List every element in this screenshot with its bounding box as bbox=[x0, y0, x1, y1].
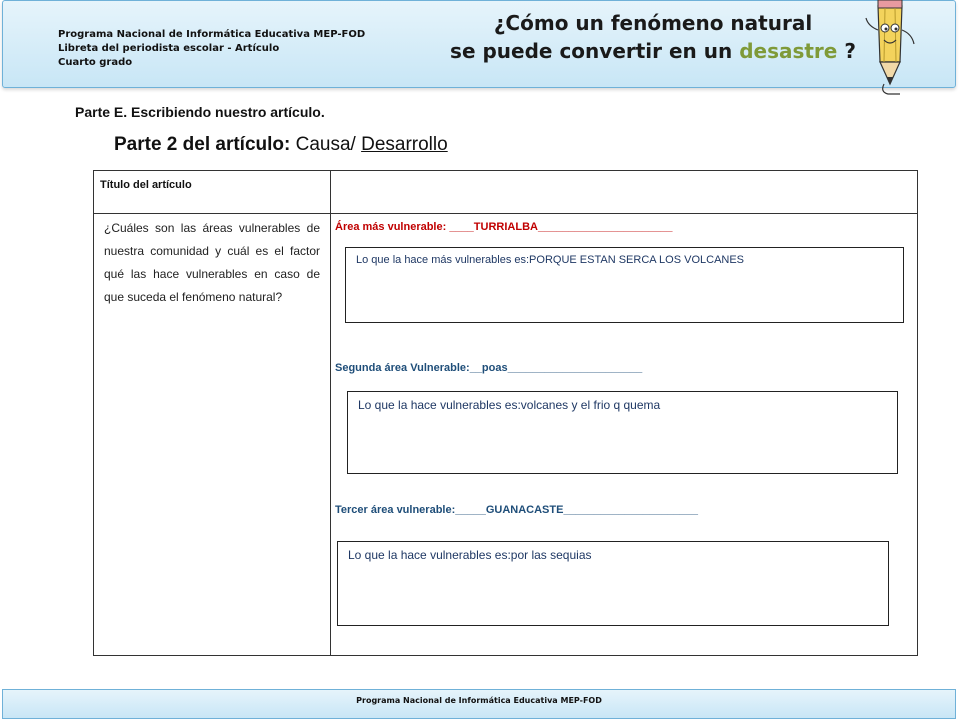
row-divider bbox=[94, 213, 917, 214]
area-1-answer[interactable]: Lo que la hace más vulnerables es:PORQUE ESTAN SERCA LOS VOLCANES bbox=[345, 247, 904, 323]
article-table bbox=[93, 170, 918, 656]
area-2-answer[interactable]: Lo que la hace vulnerables es:volcanes y el frio q quema bbox=[347, 391, 898, 474]
program-info bbox=[58, 28, 365, 70]
section-heading: Parte E. Escribiendo nuestro artículo. bbox=[75, 104, 325, 120]
grade-level: Cuarto grado bbox=[58, 57, 133, 68]
subsection-label: Parte 2 del artículo: bbox=[114, 134, 291, 155]
title-accent-word: desastre bbox=[739, 39, 838, 63]
area-3-answer[interactable]: Lo que la hace vulnerables es:por las sequias bbox=[337, 541, 889, 626]
footer-band bbox=[2, 689, 956, 719]
subsection-cause: Causa/ bbox=[290, 134, 362, 155]
title-line-2-suffix: ? bbox=[837, 39, 856, 63]
notebook-name: Libreta del periodista escolar - Artículo bbox=[58, 43, 280, 54]
title-line-1: ¿Cómo un fenómeno natural bbox=[493, 11, 813, 35]
area-2-label: Segunda área Vulnerable:__poas______________________ bbox=[335, 362, 643, 374]
subsection-development: Desarrollo bbox=[361, 134, 448, 155]
footer-text: Programa Nacional de Informática Educativa MEP-FOD bbox=[356, 696, 602, 705]
title-line-2-prefix: se puede convertir en un bbox=[450, 39, 740, 63]
pencil-mascot-icon bbox=[860, 0, 920, 96]
area-1-label: Área más vulnerable: ____TURRIALBA______________________ bbox=[335, 221, 673, 233]
page-title bbox=[443, 9, 863, 65]
title-label: Título del artículo bbox=[100, 179, 192, 191]
area-3-label: Tercer área vulnerable:_____GUANACASTE______________________ bbox=[335, 504, 699, 516]
program-name: Programa Nacional de Informática Educativa MEP-FOD bbox=[58, 29, 366, 40]
subsection-heading bbox=[114, 134, 448, 156]
title-line-2 bbox=[443, 37, 863, 65]
header-band bbox=[2, 0, 956, 88]
column-divider bbox=[330, 171, 331, 655]
question-text: ¿Cuáles son las áreas vulnerables de nuestra comunidad y cuál es el factor qué las hace vulnerables en caso de que suceda el fenómeno natural? bbox=[104, 221, 320, 304]
